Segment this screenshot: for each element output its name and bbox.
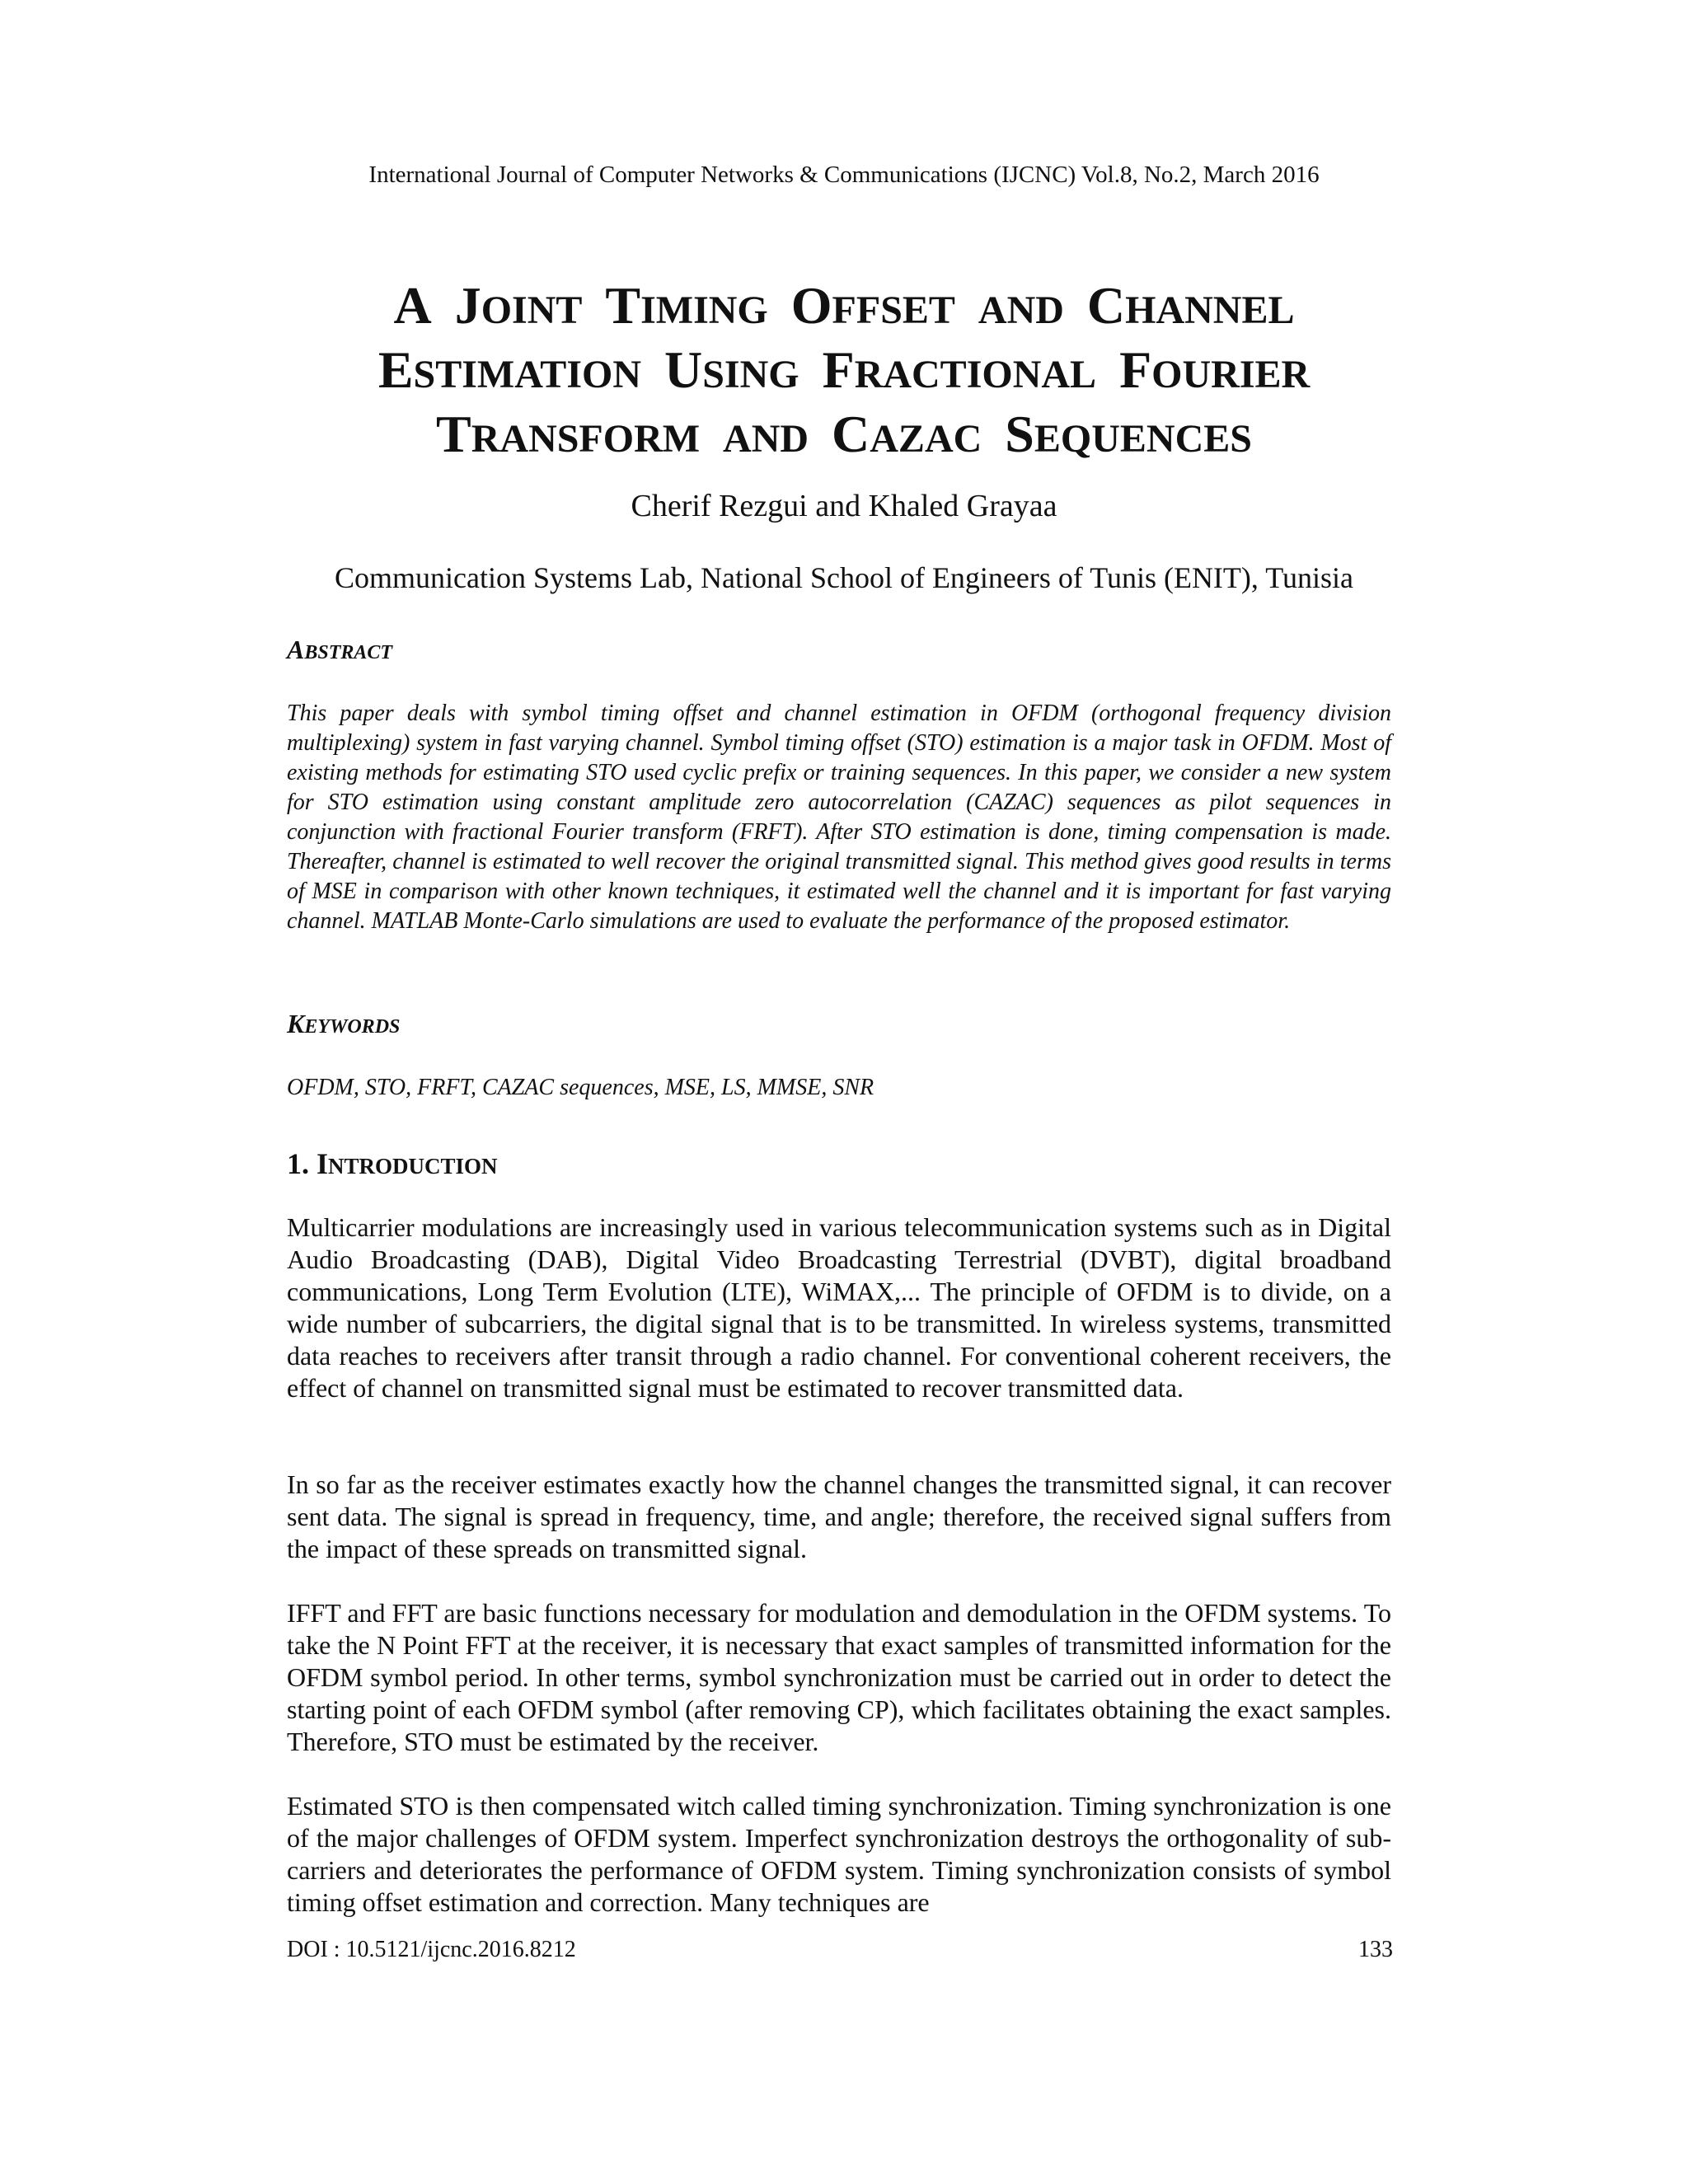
title-line: TRANSFORM AND CAZAC SEQUENCES xyxy=(436,405,1252,463)
introduction-heading: 1. INTRODUCTION xyxy=(287,1147,498,1180)
authors: Cherif Rezgui and Khaled Grayaa xyxy=(631,489,1057,523)
keywords-text: OFDM, STO, FRFT, CAZAC sequences, MSE, LS, MMSE, SNR xyxy=(287,1075,874,1100)
intro-paragraph: In so far as the receiver estimates exactly how the channel changes the transmitted signal, it can recover sent data. The signal is spread in frequency, time, and angle; therefore, the received signal suffers from the impact of these spreads on transmitted signal. xyxy=(287,1469,1391,1563)
title-line: ESTIMATION USING FRACTIONAL FOURIER xyxy=(377,340,1311,399)
keywords-heading: KEYWORDS xyxy=(287,1009,401,1038)
paper-title xyxy=(247,276,1441,469)
abstract-text: This paper deals with symbol timing offset and channel estimation in OFDM (orthogonal frequency division multiplexing) system in fast varying channel. Symbol timing offset (STO) estimation is a major task in OFDM. Most of existing methods for estimating STO used cyclic prefix or training sequences. In this paper, we consider a new system for STO estimation using constant amplitude zero autocorrelation (CAZAC) sequences as pilot sequences in conjunction with fractional Fourier transform (FRFT). After STO estimation is done, timing compensation is made. Thereafter, channel is estimated to well recover the original transmitted signal. This method gives good results in terms of MSE in comparison with other known techniques, it estimated well the channel and it is important for fast varying channel. MATLAB Monte-Carlo simulations are used to evaluate the performance of the proposed estimator. xyxy=(287,701,1391,934)
doi: DOI : 10.5121/ijcnc.2016.8212 xyxy=(287,1937,576,1962)
running-header: International Journal of Computer Networks & Communications (IJCNC) Vol.8, No.2, March 2016 xyxy=(368,162,1320,188)
intro-paragraph: IFFT and FFT are basic functions necessary for modulation and demodulation in the OFDM systems. To take the N Point FFT at the receiver, it is necessary that exact samples of transmitted information for the OFDM symbol period. In other terms, symbol synchronization must be carried out in order to detect the starting point of each OFDM symbol (after removing CP), which facilitates obtaining the exact samples. Therefore, STO must be estimated by the receiver. xyxy=(287,1598,1391,1756)
abstract-heading: ABSTRACT xyxy=(287,635,393,664)
intro-paragraph: Estimated STO is then compensated witch called timing synchronization. Timing synchronization is one of the major challenges of OFDM system. Imperfect synchronization destroys the orthogonality of sub-carriers and deteriorates the performance of OFDM system. Timing synchronization consists of symbol timing offset estimation and correction. Many techniques are xyxy=(287,1791,1391,1917)
page-number: 133 xyxy=(1358,1937,1393,1962)
intro-paragraph: Multicarrier modulations are increasingly used in various telecommunication systems such as in Digital Audio Broadcasting (DAB), Digital Video Broadcasting Terrestrial (DVBT), digital broadband communications, Long Term Evolution (LTE), WiMAX,... The principle of OFDM is to divide, on a wide number of subcarriers, the digital signal that is to be transmitted. In wireless systems, transmitted data reaches to receivers after transit through a radio channel. For conventional coherent receivers, the effect of channel on transmitted signal must be estimated to recover transmitted data. xyxy=(287,1212,1391,1403)
affiliation: Communication Systems Lab, National School of Engineers of Tunis (ENIT), Tunisia xyxy=(335,561,1353,594)
title-line: A JOINT TIMING OFFSET AND CHANNEL xyxy=(393,276,1295,335)
